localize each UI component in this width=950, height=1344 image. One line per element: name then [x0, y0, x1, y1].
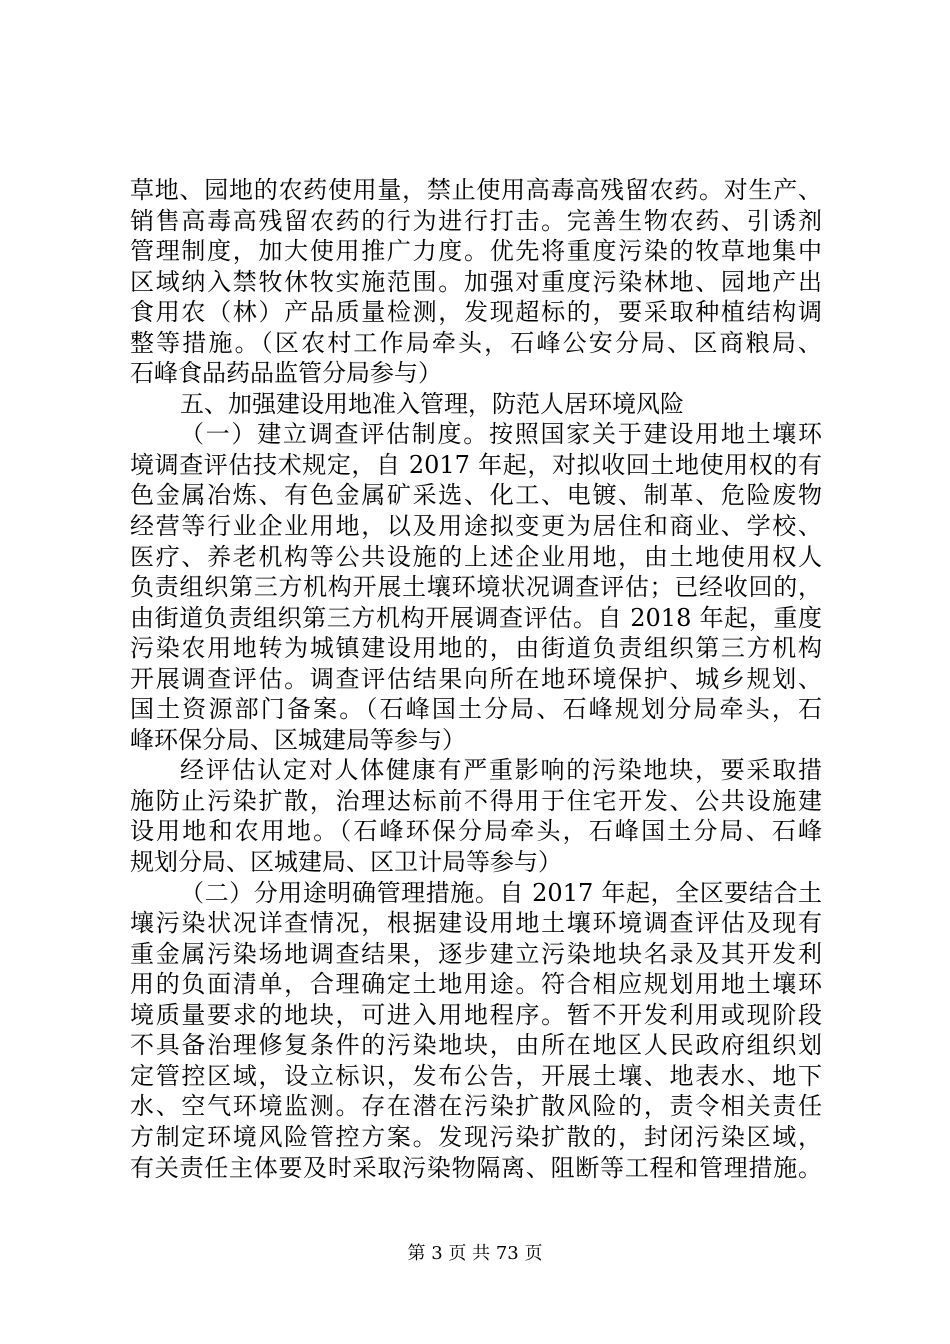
text-line: 不具备治理修复条件的污染地块，由所在地区人民政府组织划	[130, 1031, 822, 1060]
text-line: （一）建立调查评估制度。按照国家关于建设用地土壤环	[180, 420, 822, 449]
paragraph-polluted-plots	[130, 755, 822, 877]
text-line: 境质量要求的地块，可进入用地程序。暂不开发利用或现阶段	[130, 1000, 822, 1029]
text-line: 负责组织第三方机构开展土壤环境状况调查评估；已经收回的，	[130, 573, 822, 602]
text-line: 用的负面清单，合理确定土地用途。符合相应规划用地土壤环	[130, 970, 822, 999]
text-line: （二）分用途明确管理措施。自 2017 年起，全区要结合土	[180, 878, 822, 907]
text-line: 水、空气环境监测。存在潜在污染扩散风险的，责令相关责任	[130, 1092, 822, 1121]
text-line: 境调查评估技术规定，自 2017 年起，对拟收回土地使用权的有	[130, 450, 822, 479]
text-line: 医疗、养老机构等公共设施的上述企业用地，由土地使用权人	[130, 542, 822, 571]
text-line: 由街道负责组织第三方机构开展调查评估。自 2018 年起，重度	[130, 603, 822, 632]
text-line: 管理制度，加大使用推广力度。优先将重度污染的牧草地集中	[130, 237, 822, 266]
text-line: 经营等行业企业用地，以及用途拟变更为居住和商业、学校、	[130, 512, 822, 541]
text-line: 施防止污染扩散，治理达标前不得用于住宅开发、公共设施建	[130, 786, 822, 815]
text-line: 峰环保分局、区城建局等参与）	[130, 725, 466, 754]
page-number-label: 第 3 页 共 73 页	[407, 1243, 543, 1264]
text-line: 食用农（林）产品质量检测，发现超标的，要采取种植结构调	[130, 298, 822, 327]
text-line: 方制定环境风险管控方案。发现污染扩散的，封闭污染区域，	[130, 1122, 822, 1151]
document-body	[130, 175, 822, 1183]
text-line: 区域纳入禁牧休牧实施范围。加强对重度污染林地、园地产出	[130, 267, 822, 296]
section-heading	[130, 389, 822, 420]
text-line: 经评估认定对人体健康有严重影响的污染地块，要采取措	[180, 756, 822, 785]
paragraph-continuation	[130, 175, 822, 389]
text-line: 有关责任主体要及时采取污染物隔离、阻断等工程和管理措施。	[130, 1153, 822, 1182]
text-line: 污染农用地转为城镇建设用地的，由街道负责组织第三方机构	[130, 634, 822, 663]
paragraph-investigation-system	[130, 419, 822, 755]
text-line: 国土资源部门备案。（石峰国土分局、石峰规划分局牵头，石	[130, 695, 822, 724]
text-line: 整等措施。（区农村工作局牵头，石峰公安分局、区商粮局、	[130, 328, 822, 357]
section-heading-text: 五、加强建设用地准入管理，防范人居环境风险	[180, 389, 684, 418]
text-line: 定管控区域，设立标识，发布公告，开展土壤、地表水、地下	[130, 1061, 822, 1090]
text-line: 规划分局、区城建局、区卫计局等参与）	[130, 848, 562, 877]
paragraph-management-measures	[130, 878, 822, 1183]
text-line: 设用地和农用地。（石峰环保分局牵头，石峰国土分局、石峰	[130, 817, 822, 846]
text-line: 壤污染状况详查情况，根据建设用地土壤环境调查评估及现有	[130, 909, 822, 938]
text-line: 石峰食品药品监管分局参与）	[130, 359, 442, 388]
text-line: 草地、园地的农药使用量，禁止使用高毒高残留农药。对生产、	[130, 176, 822, 204]
text-line: 色金属冶炼、有色金属矿采选、化工、电镀、制革、危险废物	[130, 481, 822, 510]
text-line: 销售高毒高残留农药的行为进行打击。完善生物农药、引诱剂	[130, 206, 822, 235]
page-footer	[0, 1241, 950, 1267]
text-line: 重金属污染场地调查结果，逐步建立污染地块名录及其开发利	[130, 939, 822, 968]
text-line: 开展调查评估。调查评估结果向所在地环境保护、城乡规划、	[130, 664, 822, 693]
